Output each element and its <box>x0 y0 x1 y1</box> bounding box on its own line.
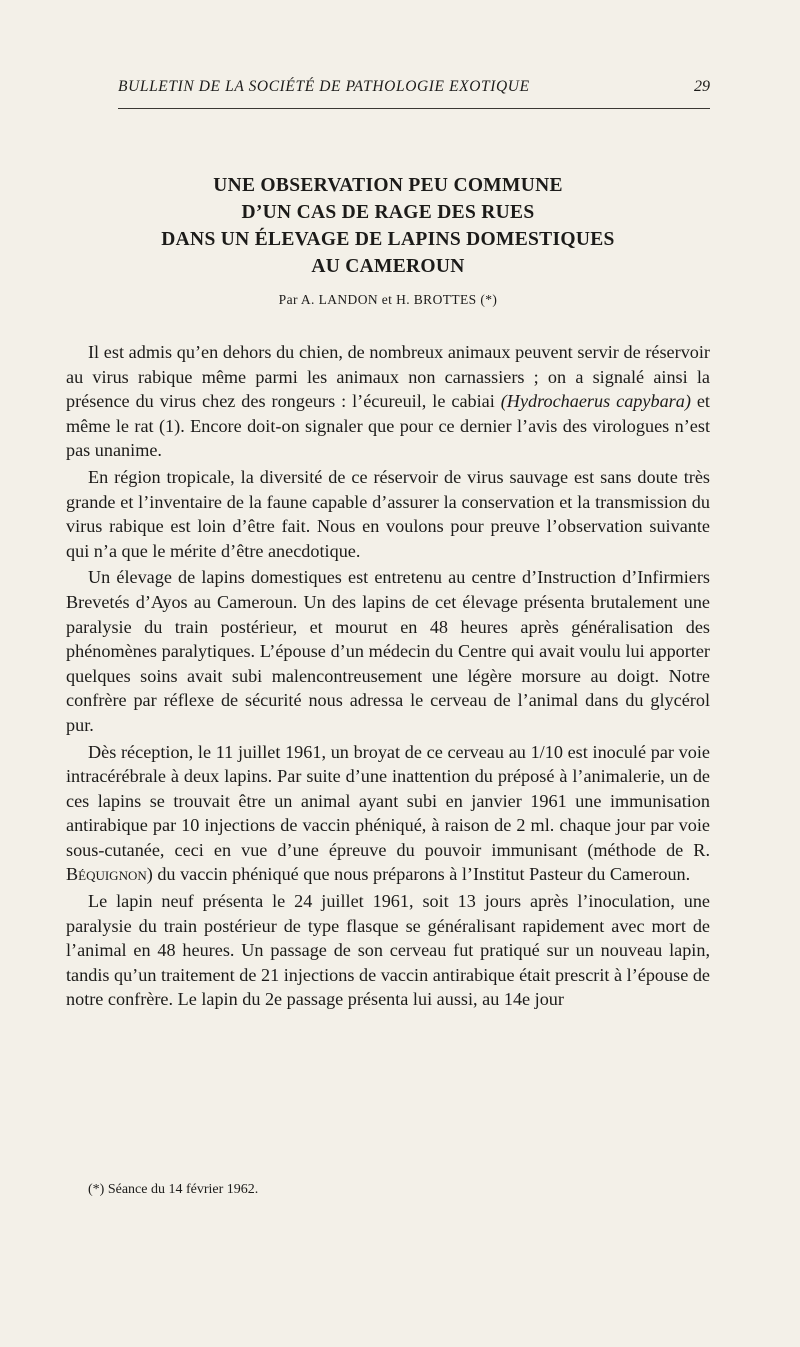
running-head <box>118 78 710 102</box>
article-title-line: UNE OBSERVATION PEU COMMUNE <box>213 175 563 196</box>
journal-title: BULLETIN DE LA SOCIÉTÉ DE PATHOLOGIE EXOTIQUE <box>118 78 530 95</box>
footnote: (*) Séance du 14 février 1962. <box>88 1182 259 1197</box>
article-title-line: AU CAMEROUN <box>311 256 465 277</box>
header-rule <box>118 108 710 109</box>
paragraph-text: ) du vaccin phéniqué que nous préparons à l’Institut Pasteur du Cameroun. <box>146 864 691 885</box>
species-name: (Hydrochaerus capybara) <box>500 391 691 412</box>
paragraph-text: Il est admis qu’en dehors du chien, de nombreux animaux peuvent servir de réservoir au virus rabique même parmi les animaux non carnassiers ; on a signalé ainsi la présence du virus chez des rongeurs : l’écureuil, le cabiai <box>66 342 710 412</box>
article-title-line: D’UN CAS DE RAGE DES RUES <box>241 202 535 223</box>
paragraph-text: et même le rat (1). Encore doit-on signaler que pour ce dernier l’avis des virologues n’est pas unanime. <box>66 391 710 461</box>
article-body <box>66 340 710 1012</box>
page-number: 29 <box>694 78 710 95</box>
article-title-line: DANS UN ÉLEVAGE DE LAPINS DOMESTIQUES <box>161 229 615 250</box>
byline: Par A. LANDON et H. BROTTES (*) <box>278 292 498 307</box>
paragraph <box>66 740 710 888</box>
paragraph: Le lapin neuf présenta le 24 juillet 1961, soit 13 jours après l’inoculation, une paralysie du train postérieur de type flasque se généralisant rapidement avec mort de l’animal en 48 heures. Un passage de son cerveau fut pratiqué sur un nouveau lapin, tandis qu’un traitement de 21 injections de vaccin antirabique était prescrit à l’épouse de notre confrère. Le lapin du 2e passage présenta lui aussi, au 14e jour <box>66 891 710 1010</box>
paragraph <box>66 340 710 463</box>
author-name: Béquignon <box>66 864 147 885</box>
paragraph-text: Dès réception, le 11 juillet 1961, un broyat de ce cerveau au 1/10 est inoculé par voie intracérébrale à deux lapins. Par suite d’une inattention du préposé à l’animalerie, un de ces lapins se trouvait être un animal ayant subi en janvier 1961 une immunisation antirabique par 10 injections de vaccin phéniqué, à raison de 2 ml. chaque jour par voie sous-cutanée, ceci en vue d’une épreuve du pouvoir immunisant (méthode de R. <box>66 741 710 860</box>
paragraph: En région tropicale, la diversité de ce réservoir de virus sauvage est sans doute très grande et l’inventaire de la faune capable d’assurer la conservation et la transmission du virus rabique est loin d’être fait. Nous en voulons pour preuve l’observation suivante qui n’a que le mérite d’être anecdotique. <box>66 466 710 561</box>
paragraph: Un élevage de lapins domestiques est entretenu au centre d’Instruction d’Infirmiers Brevetés d’Ayos au Cameroun. Un des lapins de cet élevage présenta brutalement une paralysie du train postérieur, et mourut en 48 heures après généralisation des phénomènes paralytiques. L’épouse d’un médecin du Centre qui avait voulu lui apporter quelques soins avait subi malencontreusement une légère morsure au doigt. Notre confrère par réflexe de sécurité nous adressa le cerveau de l’animal dans du glycérol pur. <box>66 567 710 735</box>
article-title-block <box>66 172 710 308</box>
